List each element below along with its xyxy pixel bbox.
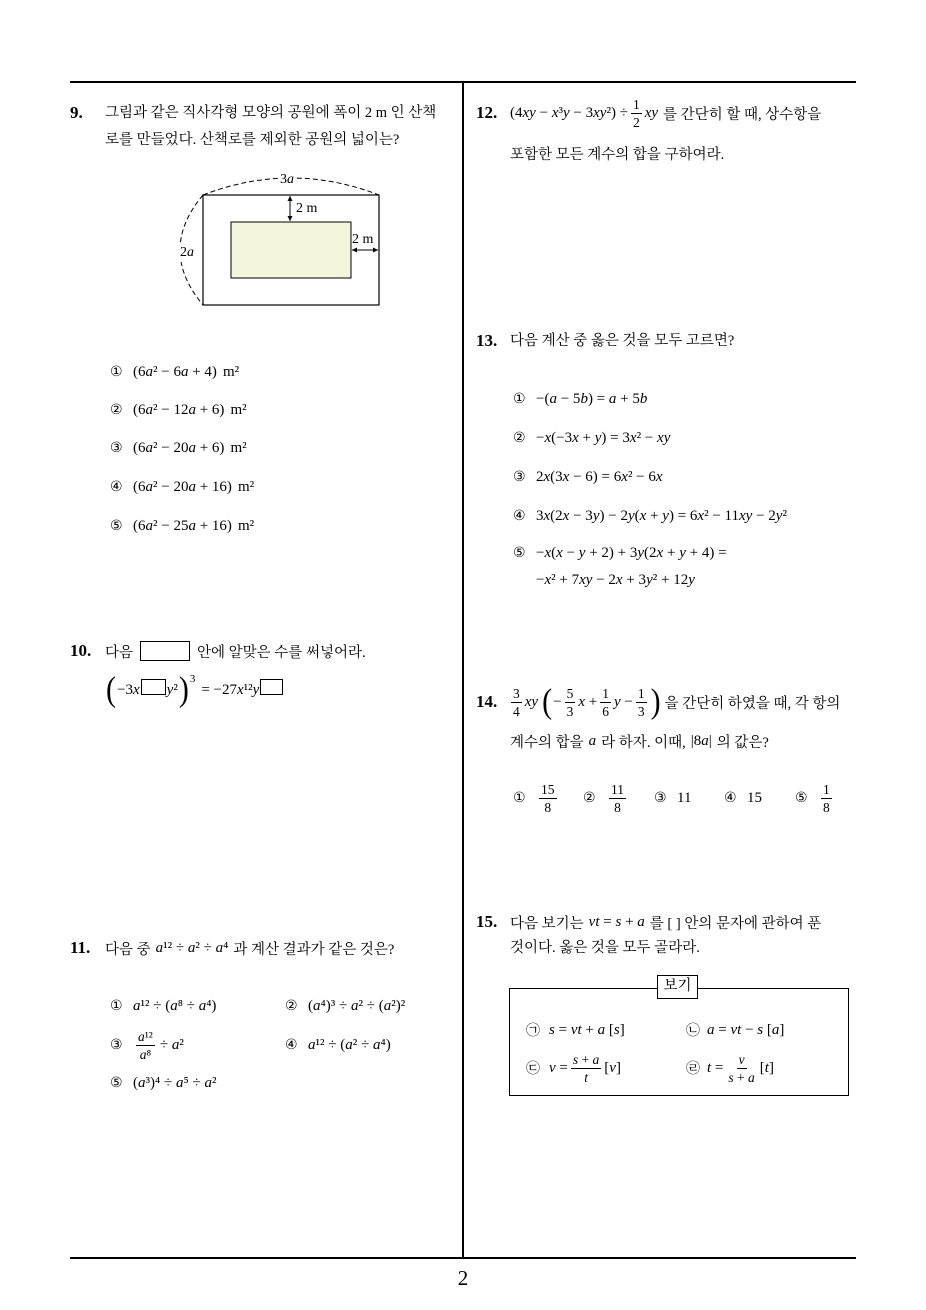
open-paren: ( [106,670,116,709]
choice-1 [110,360,239,384]
fraction-denominator: s + a [728,1069,755,1085]
choice-expression: (6a² − 20a + 6) [133,439,225,456]
choice-2 [285,994,405,1018]
choice-expression: (6a² − 6a + 4) [133,363,217,380]
question-text-part-3: 의 값은? [716,734,769,751]
question-text-line-2: 로를 만들었다. 산책로를 제외한 공원의 넓이는? [105,132,400,148]
choice-3 [654,781,691,815]
question-text-end: 과 계산 결과가 같은 것은? [233,941,395,958]
choice-5-continuation [536,568,695,592]
choice-fraction [609,782,626,815]
question-text-end: 안에 알맞은 수를 써넣어라. [197,644,366,661]
item-lhs: t = [707,1059,724,1076]
choice-expression: (6a² − 12a + 6) [133,401,225,418]
fraction-denominator: 8 [823,799,830,815]
fraction-numerator: 15 [541,781,555,797]
minus-sign: − [553,693,562,710]
choice-expression-line-2: −x² + 7xy − 2x + 3y² + 12y [536,571,695,588]
absolute-value-expression: |8a| [690,732,712,749]
choice-marker: ④ [285,1037,298,1053]
choice-expression: a¹² ÷ (a² ÷ a⁴) [308,1036,391,1053]
choice-5 [110,1071,216,1095]
choice-expression: a¹² ÷ (a⁸ ÷ a⁴) [133,997,217,1014]
choice-marker: ④ [110,479,123,495]
question-text-line-1: 그림과 같은 직사각형 모양의 공원에 폭이 2 m 인 산책 [105,105,437,121]
variable-a: a [588,732,597,749]
choice-2 [110,398,247,422]
choice-expression: ÷ a² [159,1036,184,1053]
item-lhs: v = [549,1059,568,1076]
item-marker: ㉡ [686,1023,700,1039]
choice-marker: ① [110,364,123,380]
width-label: 3a [280,172,294,187]
fraction-numerator: a¹² [138,1028,153,1044]
answer-box-exponent-y [260,679,283,695]
item-fraction [571,1052,601,1085]
item-expression: s = vt + a [s] [549,1021,625,1038]
item-expression: a = vt − s [a] [707,1021,785,1038]
height-label: 2a [180,245,194,260]
bottom-rule [70,1257,856,1259]
path-width-label-right: 2 m [352,232,374,247]
fraction-denominator: 3 [637,703,645,719]
question-text: 다음 계산 중 옳은 것을 모두 고르면? [510,333,735,349]
item-fraction [726,1052,756,1085]
question-text-start: 다음 [105,644,134,661]
choice-marker: ③ [110,440,123,456]
choice-marker: ④ [513,508,526,524]
choice-3 [513,465,663,489]
example-item-3 [526,1050,621,1086]
item-marker: ㉣ [686,1061,700,1077]
park-inner-area [231,222,351,278]
page-number: 2 [457,1266,469,1290]
choice-1 [513,387,647,411]
close-paren: ) [650,682,661,721]
choice-fraction [539,782,557,815]
choice-marker: ① [513,391,526,407]
term-3-fraction [636,686,647,719]
question-text: 를 간단히 할 때, 상수항을 [663,106,822,123]
choice-expression: −(a − 5b) = a + 5b [536,390,648,407]
fraction-numerator: 1 [602,685,609,701]
question-number: 10. [70,641,92,660]
choice-3 [110,1028,184,1062]
question-text-line-1 [510,910,821,934]
choice-4 [110,475,254,499]
fraction-denominator: t [584,1069,588,1085]
question-text-line-1 [510,96,821,130]
answer-box-exponent-x [141,679,166,695]
question-number: 12. [476,103,498,122]
choice-expression: (a³)⁴ ÷ a⁵ ÷ a² [133,1074,217,1091]
choice-marker: ⑤ [795,790,808,806]
choice-value: 11 [677,789,692,806]
choice-2 [583,781,629,815]
equation-term-2: y² [166,681,178,698]
fraction-denominator: 6 [602,703,609,719]
fraction-numerator: 11 [611,781,624,797]
choice-marker: ② [110,402,123,418]
question-number: 9. [70,103,83,122]
equation-rhs: = −27x¹²y [201,681,260,698]
fraction-denominator: 4 [513,703,520,719]
question-text-line-1 [508,684,840,720]
choice-value: 15 [747,789,762,806]
choice-marker: ③ [654,790,667,806]
path-width-label-top: 2 m [296,201,318,216]
question-text-line-2: 포함한 모든 계수의 합을 구하여라. [510,147,725,163]
question-text-part-2: 라 하자. 이때, [601,734,686,751]
question-expression-variables: xy [644,104,659,121]
fraction-numerator: 1 [632,96,640,112]
fraction-denominator: 3 [566,703,574,719]
choice-marker: ② [285,998,298,1014]
choice-expression: 3x(2x − 3y) − 2y(x + y) = 6x² − 11xy − 2y² [536,507,787,524]
question-expression: (4xy − x³y − 3xy²) ÷ [510,104,628,121]
open-paren: ( [542,682,553,721]
fraction-numerator: 1 [637,685,645,701]
term-1-variable: x + [578,693,598,710]
choice-4 [724,781,762,815]
choice-3 [110,436,247,460]
choice-marker: ⑤ [110,1075,123,1091]
choice-marker: ② [513,430,526,446]
answer-box-example [140,641,190,661]
term-1-fraction [565,686,576,719]
question-text-start: 다음 중 [105,941,151,958]
equation-term-1: −3x [117,681,140,698]
choice-marker: ③ [513,469,526,485]
question-text [105,639,366,663]
fraction-denominator: 8 [544,799,552,815]
choice-unit: m² [222,363,240,380]
item-variable: [t] [759,1059,774,1076]
choice-marker: ③ [110,1037,123,1053]
choice-unit: m² [230,401,247,418]
question-text: 을 간단히 하였을 때, 각 항의 [664,695,841,712]
choice-4 [513,504,787,528]
choice-marker: ② [583,790,596,806]
fraction-denominator: 8 [614,799,621,815]
choice-fraction [821,782,832,815]
choice-marker: ⑤ [110,518,123,534]
fraction-numerator: 1 [823,781,830,797]
question-number: 11. [70,938,91,957]
choice-marker: ① [513,790,526,806]
choice-unit: m² [237,517,255,534]
choice-marker: ⑤ [513,545,526,561]
question-number: 13. [476,331,498,350]
example-item-2 [686,1018,784,1042]
example-box-label: 보기 [657,975,698,999]
item-marker: ㉠ [526,1023,540,1039]
fraction-numerator: 3 [513,685,520,701]
question-text-part-1: 계수의 합을 [510,734,584,751]
example-item-1 [526,1018,625,1042]
fraction-numerator: v [738,1051,745,1067]
item-marker: ㉢ [526,1061,540,1077]
question-text-part-2: 를 [ ] 안의 문자에 관하여 푼 [649,915,822,932]
coefficient-fraction [511,686,522,719]
choice-expression: −x(−3x + y) = 3x² − xy [536,429,671,446]
equation-power: 3 [189,673,196,685]
choice-marker: ① [110,998,123,1014]
question-text [105,936,394,960]
question-text-line-2 [510,729,769,753]
close-paren: ) [178,670,189,709]
choice-unit: m² [237,478,255,495]
question-expression: a¹² ÷ a² ÷ a⁴ [155,939,229,956]
example-item-4 [686,1050,774,1086]
question-number: 14. [476,692,498,711]
term-2-variable: y − [613,693,633,710]
choice-expression: (6a² − 25a + 16) [133,517,232,534]
term-2-fraction [600,686,611,719]
column-divider [462,82,464,1258]
choice-4 [285,1033,391,1057]
fraction-numerator: s + a [572,1051,600,1067]
choice-expression: −x(x − y + 2) + 3y(2x + y + 4) = [536,544,727,561]
choice-2 [513,426,670,450]
fraction-half [631,97,642,130]
choice-unit: m² [230,439,247,456]
equation [105,672,283,708]
choice-marker: ④ [724,790,737,806]
fraction-denominator: 2 [632,114,640,130]
choice-expression: (a⁴)³ ÷ a² ÷ (a²)² [308,997,406,1014]
choice-5 [110,514,254,538]
item-variable: [v] [604,1059,621,1076]
coefficient-variables: xy [524,693,539,710]
question-number: 15. [476,912,498,931]
question-text-part-1: 다음 보기는 [510,915,584,932]
choice-5 [795,781,835,815]
choice-fraction [136,1029,155,1062]
fraction-numerator: 5 [566,685,574,701]
choice-5 [513,541,727,565]
choice-expression: 2x(3x − 6) = 6x² − 6x [536,468,663,485]
choice-1 [513,781,560,815]
question-formula: vt = s + a [588,913,645,930]
choice-1 [110,994,216,1018]
question-text-line-2: 것이다. 옳은 것을 모두 골라라. [510,940,700,956]
choice-expression: (6a² − 20a + 16) [133,478,232,495]
fraction-denominator: a⁸ [139,1046,152,1062]
